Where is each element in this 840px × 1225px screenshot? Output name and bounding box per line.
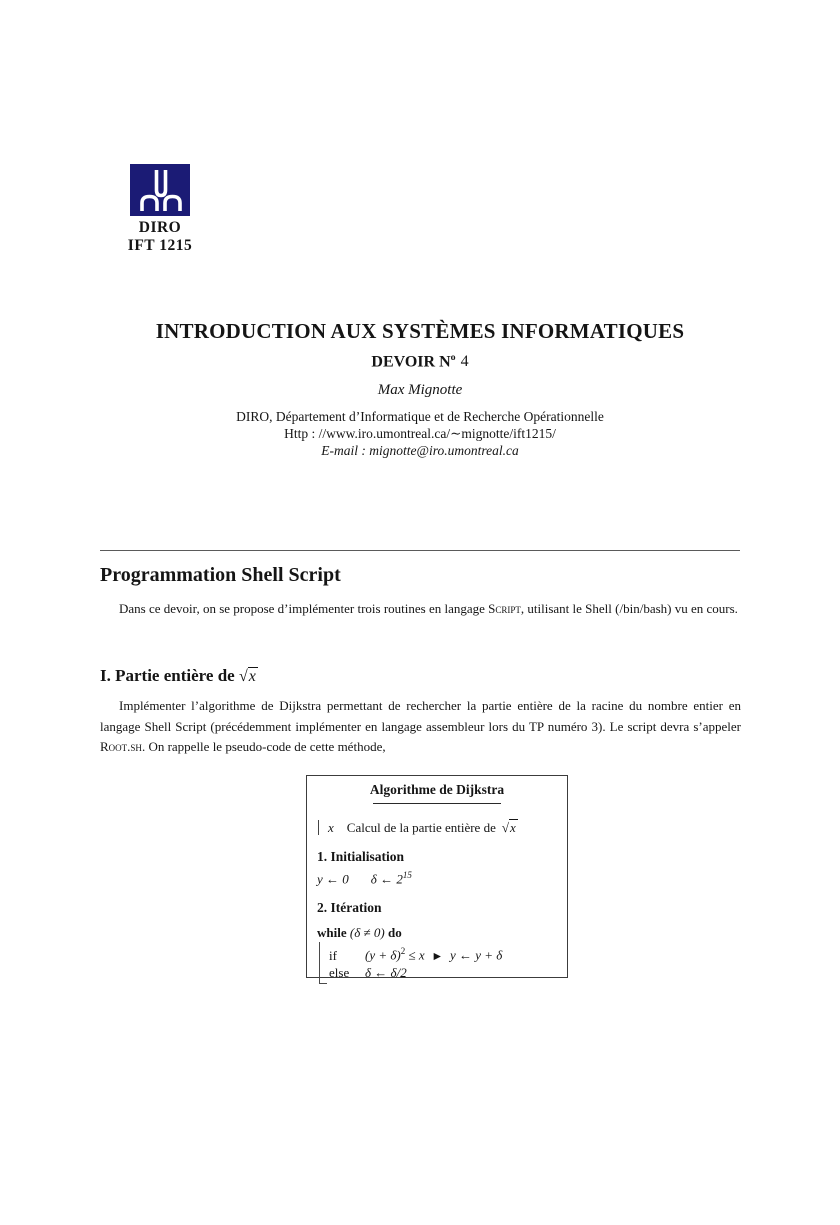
if-exponent: 2: [400, 946, 406, 957]
else-action: δ ← δ/2: [365, 965, 407, 981]
algorithm-input-line: [318, 820, 567, 836]
devoir-number: 4: [460, 353, 469, 371]
title-block: [100, 320, 740, 459]
document-title: INTRODUCTION AUX SYSTÈMES INFORMATIQUES: [155, 319, 685, 343]
if-rhs: x: [418, 947, 425, 963]
section-heading-root: [100, 665, 258, 687]
if-relation: ≤: [408, 947, 416, 963]
section-heading-root-text: I. Partie entière de: [100, 666, 239, 685]
paragraph-root-text-end: . On rappelle le pseudo-code de cette méthode,: [141, 739, 386, 754]
smallcaps-script: Script: [488, 601, 521, 616]
do-keyword: do: [387, 925, 402, 941]
step1-heading: 1. Initialisation: [317, 849, 405, 864]
then-action: y ← y + δ: [449, 947, 503, 963]
if-line: [329, 943, 567, 965]
diro-logo-block: [116, 164, 204, 255]
email-line: E-mail : mignotte@iro.umontreal.ca: [321, 443, 519, 459]
assignment-number: [100, 349, 740, 370]
smallcaps-rootsh: Root.sh: [100, 739, 142, 754]
section-heading-shell: Programmation Shell Script: [100, 564, 341, 586]
if-keyword: if: [329, 947, 337, 963]
devoir-sup: o: [450, 352, 456, 363]
if-lhs: (y + δ): [365, 947, 401, 963]
algorithm-title-underline: [373, 803, 501, 804]
init-y: y ← 0: [317, 871, 349, 887]
input-variable: x: [328, 820, 334, 835]
input-description: Calcul de la partie entière de: [346, 820, 496, 835]
step2-heading: 2. Itération: [317, 900, 382, 916]
input-bar: [318, 820, 319, 835]
url-line: Http : //www.iro.umontreal.ca/∼mignotte/ift1215/: [284, 426, 556, 442]
paragraph-shell-text: Dans ce devoir, on se propose d’implémenter trois routines en langage: [119, 601, 489, 616]
paragraph-root: [100, 696, 741, 758]
while-condition: (δ ≠ 0): [349, 925, 385, 941]
devoir-label: DEVOIR N: [371, 353, 451, 371]
init-delta-exponent: 15: [402, 870, 412, 880]
radical-sign: √: [238, 668, 248, 685]
horizontal-rule: [100, 550, 740, 551]
algorithm-title: Algorithme de Dijkstra: [369, 782, 505, 797]
paragraph-root-text: Implémenter l’algorithme de Dijkstra permettant de rechercher la partie entière de la racine du nombre entier en langage Shell Script (précédemment implémenter en langage assembleur lors du TP numéro 3). Le script devra s’appeler: [100, 698, 741, 734]
radical-sign: √: [501, 820, 509, 835]
radical-operand: x: [509, 820, 516, 835]
else-keyword: else: [329, 965, 350, 981]
initialisation-line: [317, 867, 567, 887]
while-line: [317, 925, 567, 941]
affiliation-line: DIRO, Département d’Informatique et de Recherche Opérationnelle: [236, 409, 604, 425]
author-name: Max Mignotte: [377, 382, 463, 399]
logo-label-course: IFT 1215: [127, 237, 193, 254]
paragraph-shell-text-end: , utilisant le Shell (/bin/bash) vu en cours.: [520, 601, 738, 616]
radical-operand: x: [248, 668, 256, 685]
init-delta: δ ← 2: [370, 871, 403, 887]
else-line: [329, 965, 567, 982]
loop-body-bracket: [319, 942, 567, 983]
then-triangle-icon: ▶: [433, 950, 441, 962]
paragraph-shell: [100, 599, 741, 620]
logo-label-diro: DIRO: [138, 219, 182, 236]
algorithm-box: [306, 775, 568, 981]
diro-logo-icon: [130, 164, 190, 216]
while-keyword: while: [317, 925, 347, 941]
